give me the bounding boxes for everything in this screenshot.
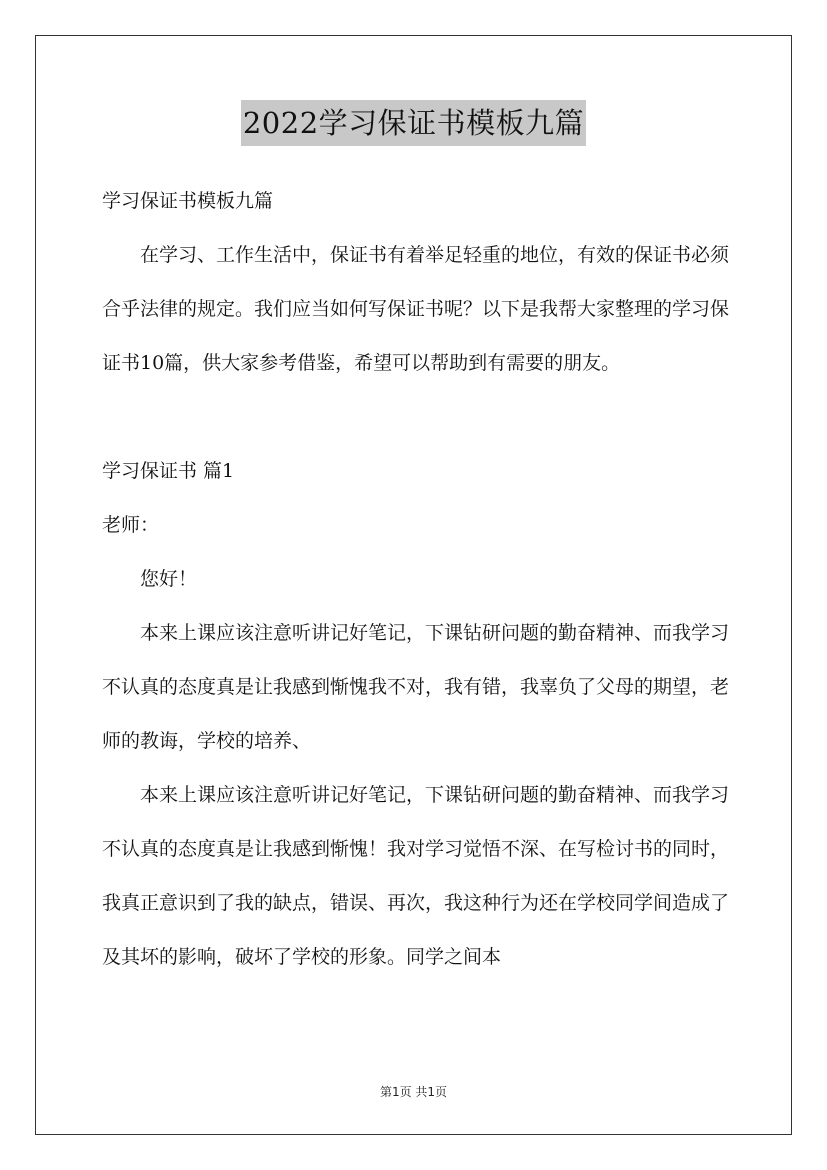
greeting: 您好！ [140,568,198,590]
document-body [102,174,729,984]
document-subtitle: 学习保证书模板九篇 [102,190,274,212]
document-title: 2022学习保证书模板九篇 [241,100,586,146]
salutation: 老师： [102,514,160,536]
body-paragraph-2: 本来上课应该注意听讲记好笔记，下课钻研问题的勤奋精神、而我学习不认真的态度真是让我感到惭愧！我对学习觉悟不深、在写检讨书的同时，我真正意识到了我的缺点，错误、再次，我这种行为还在学校同学间造成了及其坏的影响，破坏了学校的形象。同学之间本 [102,784,730,968]
body-paragraph-1: 本来上课应该注意听讲记好笔记，下课钻研问题的勤奋精神、而我学习不认真的态度真是让我感到惭愧我不对，我有错，我辜负了父母的期望，老师的教诲，学校的培养、 [102,622,730,752]
intro-paragraph: 在学习、工作生活中，保证书有着举足轻重的地位，有效的保证书必须合乎法律的规定。我们应当如何写保证书呢？以下是我帮大家整理的学习保证书10篇，供大家参考借鉴，希望可以帮助到有需要的朋友。 [102,244,730,374]
title-container [0,100,827,146]
page-footer: 第1页 共1页 [379,1085,448,1099]
section-heading: 学习保证书 篇1 [102,460,235,482]
